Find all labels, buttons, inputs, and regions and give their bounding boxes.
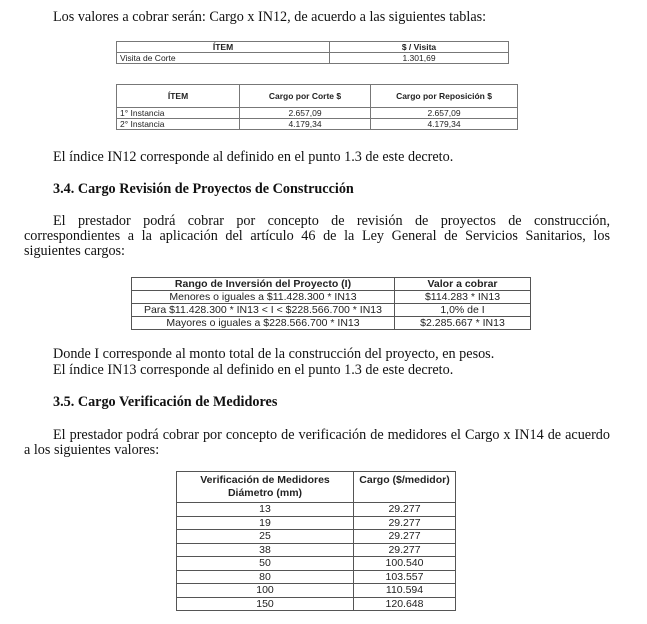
column-header: ÍTEM <box>117 42 330 53</box>
column-header: Verificación de Medidores Diámetro (mm) <box>177 472 354 503</box>
table-cell: Para $11.428.300 * IN13 < I < $228.566.700 * IN13 <box>132 304 395 317</box>
table-cell: 2.657,09 <box>240 108 371 119</box>
table-row <box>177 516 456 530</box>
section-3-4-paragraph: El prestador podrá cobrar por concepto de revisión de proyectos de construcción, correspondientes a la aplicación del artículo 46 de la Ley General de Servicios Sanitarios, los siguientes cargos: <box>24 213 610 259</box>
table-cell: 38 <box>177 543 354 557</box>
section-3-5-heading: 3.5. Cargo Verificación de Medidores <box>53 394 278 410</box>
table-cell: Visita de Corte <box>117 53 330 64</box>
table-cell: $114.283 * IN13 <box>395 291 531 304</box>
table-row <box>132 317 531 330</box>
table-row <box>132 291 531 304</box>
table-cell: $2.285.667 * IN13 <box>395 317 531 330</box>
in13-note: El índice IN13 corresponde al definido en el punto 1.3 de este decreto. <box>53 362 454 378</box>
table-cell: 100.540 <box>354 557 456 571</box>
table-cell: 110.594 <box>354 584 456 598</box>
table-cell: 25 <box>177 530 354 544</box>
table-row <box>177 570 456 584</box>
table-row <box>177 530 456 544</box>
table-row <box>132 304 531 317</box>
section-3-4-heading: 3.4. Cargo Revisión de Proyectos de Construcción <box>53 181 354 197</box>
table-row <box>177 597 456 611</box>
table-cell: 19 <box>177 516 354 530</box>
table-cell: 1,0% de I <box>395 304 531 317</box>
table-header-row <box>117 42 509 53</box>
table-cell: 100 <box>177 584 354 598</box>
column-header: Valor a cobrar <box>395 278 531 291</box>
column-header: Cargo por Reposición $ <box>371 85 518 108</box>
corte-reposicion-table <box>116 84 518 130</box>
inversion-table <box>131 277 531 330</box>
table-cell: 1.301,69 <box>330 53 509 64</box>
intro-text: Los valores a cobrar serán: Cargo x IN12, de acuerdo a las siguientes tablas: <box>53 9 487 25</box>
in12-note: El índice IN12 corresponde al definido en el punto 1.3 de este decreto. <box>53 149 454 165</box>
table-cell: 29.277 <box>354 543 456 557</box>
table-cell: 80 <box>177 570 354 584</box>
medidores-table <box>176 471 456 611</box>
visita-table <box>116 41 509 64</box>
table-cell: 2° Instancia <box>117 119 240 130</box>
column-header: $ / Visita <box>330 42 509 53</box>
column-header: Rango de Inversión del Proyecto (I) <box>132 278 395 291</box>
i-definition-note: Donde I corresponde al monto total de la construcción del proyecto, en pesos. <box>53 346 495 362</box>
table-cell: 29.277 <box>354 530 456 544</box>
table-row <box>117 53 509 64</box>
table-row <box>117 108 518 119</box>
table-cell: Menores o iguales a $11.428.300 * IN13 <box>132 291 395 304</box>
table-header-row <box>177 472 456 503</box>
table-cell: Mayores o iguales a $228.566.700 * IN13 <box>132 317 395 330</box>
table-cell: 13 <box>177 503 354 517</box>
table-cell: 4.179,34 <box>371 119 518 130</box>
table-row <box>177 503 456 517</box>
section-3-5-paragraph: El prestador podrá cobrar por concepto de verificación de medidores el Cargo x IN14 de acuerdo a los siguientes valores: <box>24 427 610 458</box>
table-cell: 103.557 <box>354 570 456 584</box>
table-row <box>177 557 456 571</box>
table-cell: 2.657,09 <box>371 108 518 119</box>
table-row <box>117 119 518 130</box>
table-cell: 29.277 <box>354 503 456 517</box>
table-cell: 50 <box>177 557 354 571</box>
column-header: Cargo por Corte $ <box>240 85 371 108</box>
column-header: ÍTEM <box>117 85 240 108</box>
table-cell: 1° Instancia <box>117 108 240 119</box>
column-header: Cargo ($/medidor) <box>354 472 456 503</box>
table-header-row <box>117 85 518 108</box>
table-header-row <box>132 278 531 291</box>
table-cell: 4.179,34 <box>240 119 371 130</box>
table-row <box>177 584 456 598</box>
table-row <box>177 543 456 557</box>
table-cell: 120.648 <box>354 597 456 611</box>
table-cell: 150 <box>177 597 354 611</box>
table-cell: 29.277 <box>354 516 456 530</box>
